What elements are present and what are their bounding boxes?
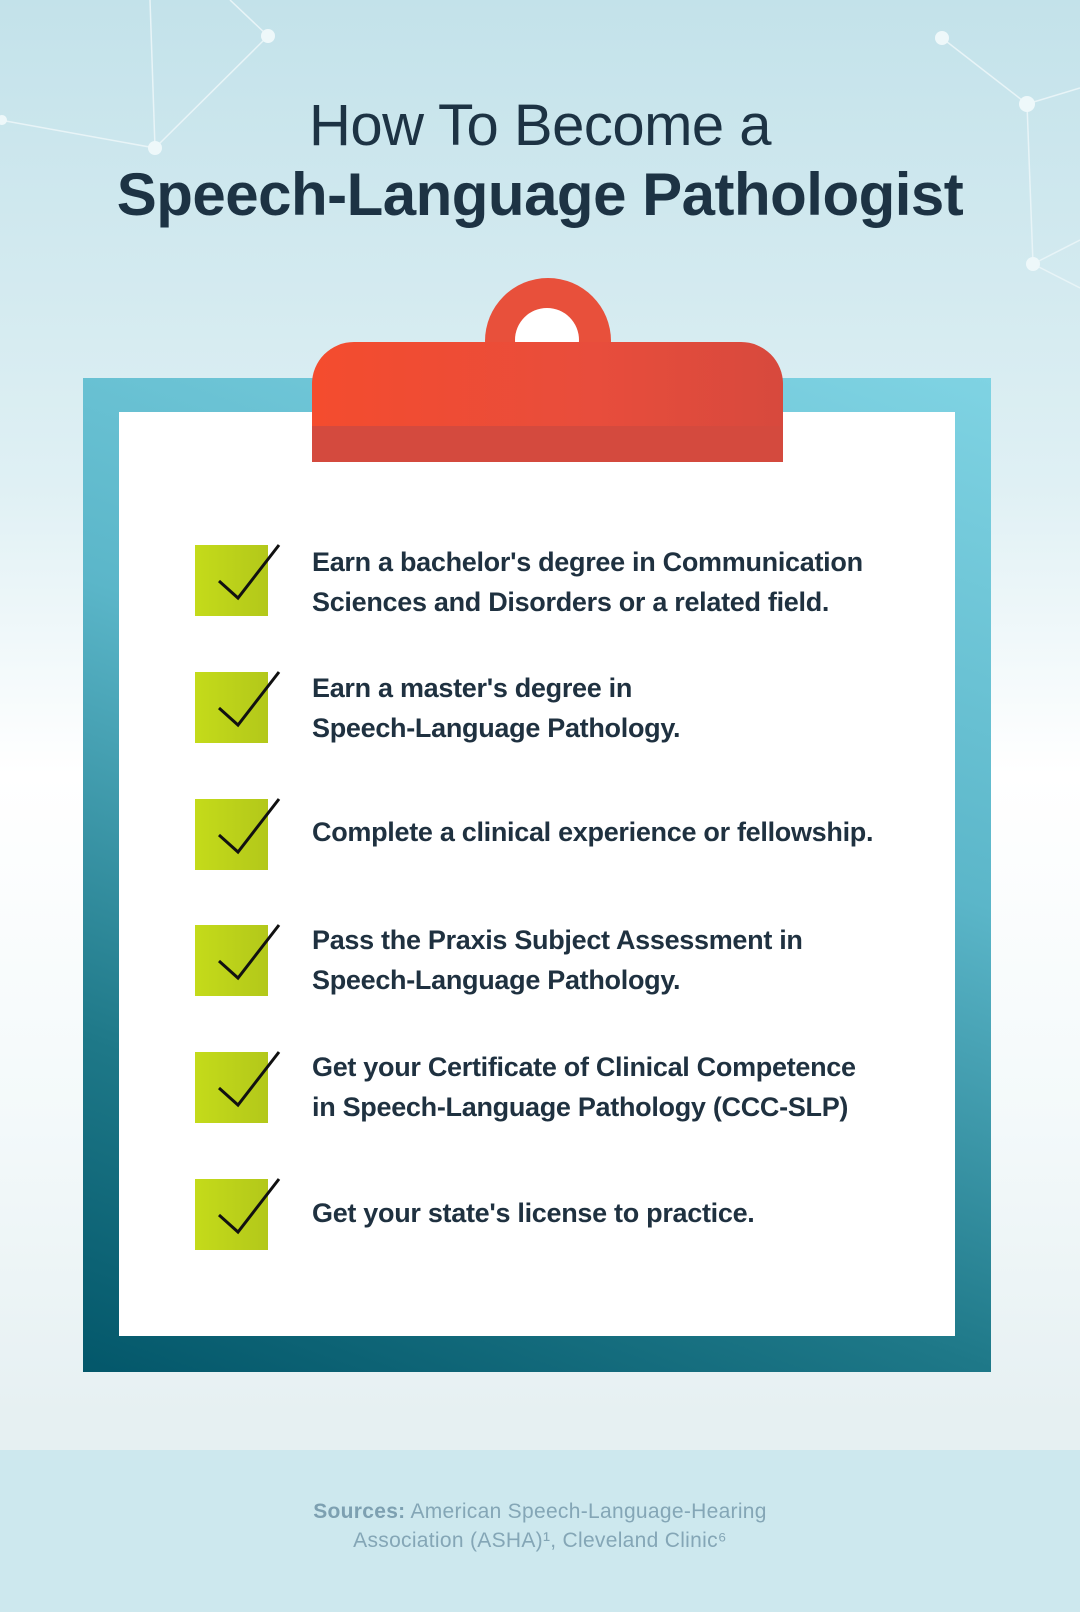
step-text-line1: Complete a clinical experience or fellowship. bbox=[312, 817, 874, 847]
step-item-3 bbox=[195, 799, 995, 879]
step-text-line1: Get your Certificate of Clinical Competence bbox=[312, 1052, 856, 1082]
sources-line1: American Speech-Language-Hearing bbox=[410, 1500, 767, 1523]
checkmark-icon bbox=[217, 537, 287, 613]
clip-band bbox=[312, 426, 783, 462]
sources-line2: Association (ASHA)¹, Cleveland Clinic⁶ bbox=[353, 1529, 727, 1552]
step-item-5 bbox=[195, 1052, 995, 1132]
step-item-6 bbox=[195, 1179, 995, 1259]
page-title-line2: Speech-Language Pathologist bbox=[116, 161, 964, 228]
step-text bbox=[312, 1193, 932, 1233]
clipboard-clip bbox=[312, 342, 783, 462]
step-text bbox=[312, 920, 932, 1000]
step-text bbox=[312, 668, 932, 748]
step-item-2 bbox=[195, 672, 995, 752]
step-text-line1: Earn a master's degree in bbox=[312, 673, 633, 703]
checkmark-icon bbox=[217, 917, 287, 993]
step-text-line2: Speech-Language Pathology. bbox=[312, 965, 681, 995]
step-text-line2: Sciences and Disorders or a related field. bbox=[312, 587, 830, 617]
step-text bbox=[312, 542, 932, 622]
step-item-1 bbox=[195, 545, 995, 625]
checkmark-icon bbox=[217, 791, 287, 867]
checkmark-icon bbox=[217, 1044, 287, 1120]
sources-text bbox=[0, 1497, 1080, 1555]
step-text-line1: Pass the Praxis Subject Assessment in bbox=[312, 925, 803, 955]
step-text-line1: Earn a bachelor's degree in Communication bbox=[312, 547, 863, 577]
step-text-line1: Get your state's license to practice. bbox=[312, 1198, 755, 1228]
checkmark-icon bbox=[217, 1171, 287, 1247]
page-title-line1: How To Become a bbox=[308, 93, 772, 158]
step-text-line2: Speech-Language Pathology. bbox=[312, 713, 681, 743]
sources-label: Sources: bbox=[313, 1500, 406, 1523]
step-text-line2: in Speech-Language Pathology (CCC-SLP) bbox=[312, 1092, 849, 1122]
step-item-4 bbox=[195, 925, 995, 1005]
checkmark-icon bbox=[217, 664, 287, 740]
step-text bbox=[312, 812, 962, 852]
step-text bbox=[312, 1047, 932, 1127]
